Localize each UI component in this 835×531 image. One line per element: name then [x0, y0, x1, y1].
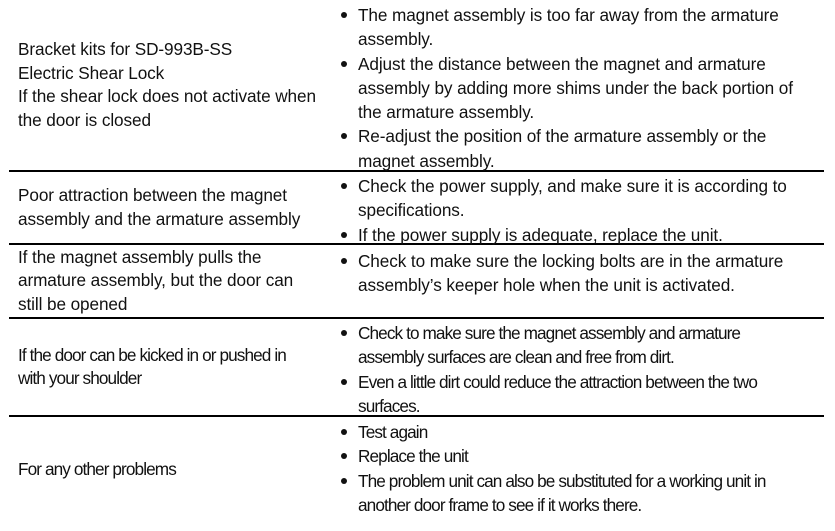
- solution-item: [341, 469, 821, 518]
- solution-text: Replace the unit: [358, 446, 468, 467]
- solution-text: Test again: [358, 422, 428, 442]
- solution-text: surfaces.: [358, 395, 420, 416]
- solution-text: the armature assembly.: [358, 102, 535, 123]
- bullet-dot-icon: [341, 133, 347, 139]
- solution-cell: [341, 249, 821, 298]
- solution-list: [341, 174, 821, 247]
- solution-list: [341, 3, 821, 173]
- table-row: [9, 0, 824, 172]
- problem-cell: [18, 319, 333, 415]
- problem-text: If the magnet assembly pulls the: [18, 246, 262, 267]
- solution-cell: [341, 321, 821, 418]
- solution-text: Check the power supply, and make sure it is according to: [358, 176, 787, 196]
- solution-item: [341, 249, 821, 298]
- solution-item: [341, 420, 821, 444]
- problem-text: the door is closed: [18, 109, 151, 130]
- solution-item: [341, 174, 821, 223]
- problem-text: assembly and the armature assembly: [18, 208, 301, 229]
- table-row: [9, 319, 824, 417]
- table-row: [9, 245, 824, 319]
- solution-text: The problem unit can also be substituted for a working unit in: [358, 470, 766, 491]
- bullet-dot-icon: [341, 258, 347, 264]
- solution-text: Check to make sure the magnet assembly and armature: [358, 323, 741, 343]
- bullet-dot-icon: [341, 478, 347, 484]
- solution-text: If the power supply is adequate, replace the unit.: [358, 224, 723, 245]
- solution-cell: [341, 420, 821, 517]
- problem-text: If the shear lock does not activate when: [18, 86, 316, 106]
- bullet-dot-icon: [341, 61, 347, 67]
- table-row: [9, 172, 824, 245]
- bullet-dot-icon: [341, 12, 347, 18]
- table-row: [9, 417, 824, 527]
- solution-text: specifications.: [358, 200, 465, 221]
- solution-item: [341, 124, 821, 173]
- problem-cell: [18, 172, 333, 243]
- problem-cell: [18, 245, 333, 317]
- solution-item: [341, 3, 821, 52]
- solution-text: Check to make sure the locking bolts are in the armature: [358, 251, 784, 271]
- solution-item: [341, 321, 821, 370]
- solution-text: assembly’s keeper hole when the unit is activated.: [358, 275, 735, 296]
- problem-text: If the door can be kicked in or pushed in: [18, 344, 286, 365]
- problem-text: For any other problems: [18, 459, 176, 480]
- bullet-dot-icon: [341, 429, 347, 435]
- solution-item: [341, 444, 821, 468]
- problem-text: with your shoulder: [18, 368, 142, 388]
- solution-list: [341, 420, 821, 517]
- solution-text: assembly by adding more shims under the back portion of: [358, 77, 793, 98]
- solution-cell: [341, 3, 821, 173]
- problem-cell: [18, 0, 333, 170]
- solution-item: [341, 52, 821, 125]
- problem-text: armature assembly, but the door can: [18, 270, 294, 291]
- solution-cell: [341, 174, 821, 247]
- bullet-dot-icon: [341, 330, 347, 336]
- solution-item: [341, 370, 821, 419]
- problem-text: Bracket kits for SD-993B-SS: [18, 39, 233, 59]
- solution-text: magnet assembly.: [358, 150, 495, 171]
- solution-text: Re-adjust the position of the armature assembly or the: [358, 126, 767, 147]
- solution-text: another door frame to see if it works there.: [358, 494, 642, 515]
- bullet-dot-icon: [341, 183, 347, 189]
- solution-text: Even a little dirt could reduce the attraction between the two: [358, 371, 757, 392]
- bullet-dot-icon: [341, 379, 347, 385]
- bullet-dot-icon: [341, 453, 347, 459]
- solution-item: [341, 223, 821, 247]
- problem-text: Poor attraction between the magnet: [18, 185, 287, 205]
- problem-text: still be opened: [18, 293, 128, 314]
- solution-text: assembly surfaces are clean and free from dirt.: [358, 347, 674, 368]
- solution-text: Adjust the distance between the magnet and armature: [358, 53, 766, 74]
- solution-list: [341, 321, 821, 418]
- solution-list: [341, 249, 821, 298]
- solution-text: The magnet assembly is too far away from the armature: [358, 5, 779, 25]
- problem-cell: [18, 417, 333, 523]
- solution-text: assembly.: [358, 29, 434, 50]
- bullet-dot-icon: [341, 232, 347, 238]
- problem-text: Electric Shear Lock: [18, 62, 165, 83]
